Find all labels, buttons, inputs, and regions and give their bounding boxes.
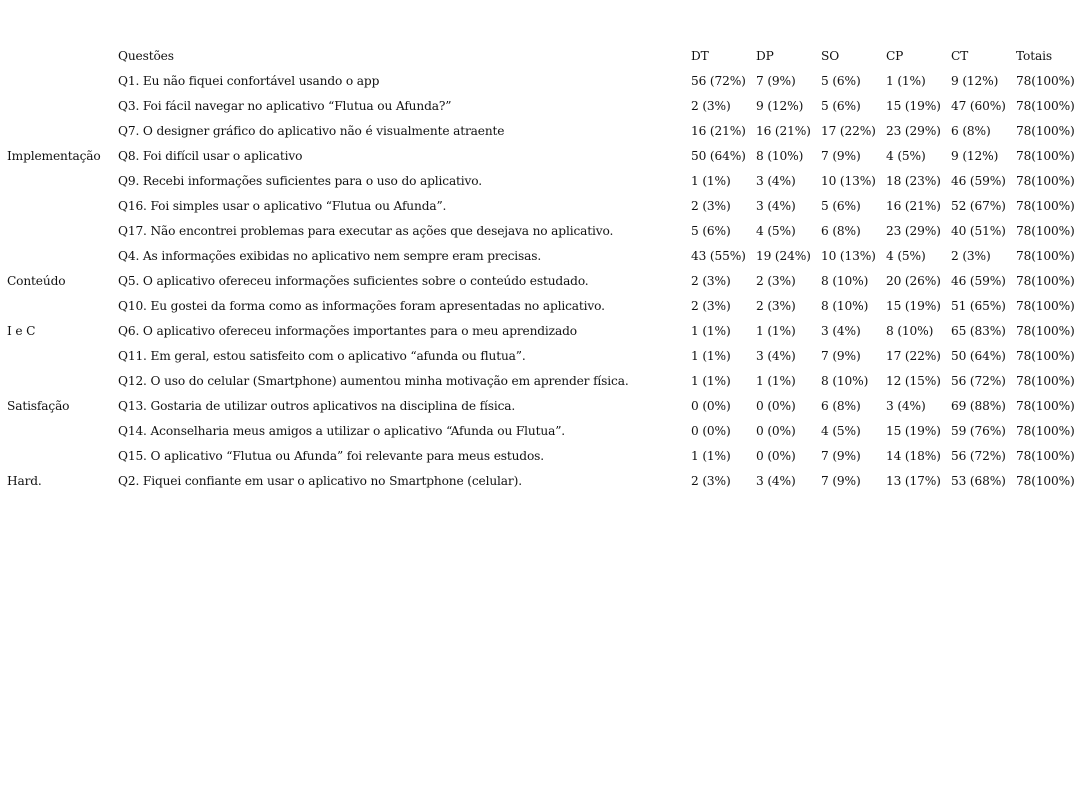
dp-cell: 4 (5%) xyxy=(756,223,796,238)
cp-cell: 23 (29%) xyxy=(886,123,941,138)
category-cell xyxy=(7,343,118,368)
category-cell xyxy=(7,68,118,93)
total-cell: 78(100%) xyxy=(1016,323,1075,338)
dp-cell: 16 (21%) xyxy=(756,123,811,138)
dt-cell: 43 (55%) xyxy=(691,248,746,263)
total-cell: 78(100%) xyxy=(1016,248,1075,263)
table-row xyxy=(7,143,1084,168)
so-cell: 3 (4%) xyxy=(821,323,861,338)
ct-cell: 53 (68%) xyxy=(951,473,1006,488)
cp-cell: 15 (19%) xyxy=(886,423,941,438)
header-dt: DT xyxy=(691,48,709,63)
category-cell xyxy=(7,368,118,393)
cp-cell: 16 (21%) xyxy=(886,198,941,213)
question-cell: Q5. O aplicativo ofereceu informações suficientes sobre o conteúdo estudado. xyxy=(118,273,589,288)
table-row xyxy=(7,68,1084,93)
table-row xyxy=(7,193,1084,218)
cp-cell: 8 (10%) xyxy=(886,323,934,338)
category-cell xyxy=(7,193,118,218)
question-cell: Q8. Foi difícil usar o aplicativo xyxy=(118,148,303,163)
question-cell: Q6. O aplicativo ofereceu informações importantes para o meu aprendizado xyxy=(118,323,577,338)
cp-cell: 20 (26%) xyxy=(886,273,941,288)
so-cell: 7 (9%) xyxy=(821,148,861,163)
so-cell: 17 (22%) xyxy=(821,123,876,138)
question-cell: Q2. Fiquei confiante em usar o aplicativo no Smartphone (celular). xyxy=(118,473,522,488)
header-cp: CP xyxy=(886,48,904,63)
ct-cell: 65 (83%) xyxy=(951,323,1006,338)
total-cell: 78(100%) xyxy=(1016,448,1075,463)
so-cell: 4 (5%) xyxy=(821,423,861,438)
header-row xyxy=(7,43,1084,68)
dt-cell: 50 (64%) xyxy=(691,148,746,163)
question-cell: Q16. Foi simples usar o aplicativo “Flutua ou Afunda”. xyxy=(118,198,447,213)
so-cell: 7 (9%) xyxy=(821,473,861,488)
ct-cell: 46 (59%) xyxy=(951,273,1006,288)
header-so: SO xyxy=(821,48,840,63)
dp-cell: 9 (12%) xyxy=(756,98,804,113)
dt-cell: 0 (0%) xyxy=(691,398,731,413)
table-row xyxy=(7,393,1084,418)
dt-cell: 2 (3%) xyxy=(691,98,731,113)
table-row xyxy=(7,418,1084,443)
cp-cell: 3 (4%) xyxy=(886,398,926,413)
so-cell: 10 (13%) xyxy=(821,248,876,263)
dt-cell: 1 (1%) xyxy=(691,323,731,338)
ct-cell: 6 (8%) xyxy=(951,123,991,138)
category-cell xyxy=(7,218,118,243)
table-row xyxy=(7,468,1084,493)
ct-cell: 56 (72%) xyxy=(951,373,1006,388)
dt-cell: 0 (0%) xyxy=(691,423,731,438)
header-question: Questões xyxy=(118,48,174,63)
ct-cell: 69 (88%) xyxy=(951,398,1006,413)
ct-cell: 59 (76%) xyxy=(951,423,1006,438)
category-cell xyxy=(7,293,118,318)
question-cell: Q15. O aplicativo “Flutua ou Afunda” foi relevante para meus estudos. xyxy=(118,448,544,463)
cp-cell: 4 (5%) xyxy=(886,148,926,163)
cp-cell: 23 (29%) xyxy=(886,223,941,238)
total-cell: 78(100%) xyxy=(1016,473,1075,488)
so-cell: 5 (6%) xyxy=(821,98,861,113)
total-cell: 78(100%) xyxy=(1016,298,1075,313)
total-cell: 78(100%) xyxy=(1016,273,1075,288)
category-cell xyxy=(7,93,118,118)
question-cell: Q9. Recebi informações suficientes para o uso do aplicativo. xyxy=(118,173,482,188)
ct-cell: 46 (59%) xyxy=(951,173,1006,188)
question-cell: Q17. Não encontrei problemas para executar as ações que desejava no aplicativo. xyxy=(118,223,614,238)
dt-cell: 2 (3%) xyxy=(691,198,731,213)
total-cell: 78(100%) xyxy=(1016,173,1075,188)
question-cell: Q3. Foi fácil navegar no aplicativo “Flutua ou Afunda?” xyxy=(118,98,452,113)
category-cell: I e C xyxy=(7,323,36,338)
so-cell: 5 (6%) xyxy=(821,73,861,88)
ct-cell: 52 (67%) xyxy=(951,198,1006,213)
table-row xyxy=(7,343,1084,368)
so-cell: 7 (9%) xyxy=(821,348,861,363)
dt-cell: 16 (21%) xyxy=(691,123,746,138)
cp-cell: 12 (15%) xyxy=(886,373,941,388)
dp-cell: 0 (0%) xyxy=(756,398,796,413)
survey-results-sheet xyxy=(7,43,1084,493)
cp-cell: 17 (22%) xyxy=(886,348,941,363)
table-row xyxy=(7,93,1084,118)
total-cell: 78(100%) xyxy=(1016,198,1075,213)
ct-cell: 51 (65%) xyxy=(951,298,1006,313)
so-cell: 6 (8%) xyxy=(821,398,861,413)
dt-cell: 1 (1%) xyxy=(691,373,731,388)
category-cell: Implementação xyxy=(7,148,101,163)
cp-cell: 1 (1%) xyxy=(886,73,926,88)
so-cell: 7 (9%) xyxy=(821,448,861,463)
dt-cell: 1 (1%) xyxy=(691,448,731,463)
category-cell: Conteúdo xyxy=(7,273,66,288)
header-category-cell xyxy=(7,43,118,68)
dp-cell: 3 (4%) xyxy=(756,173,796,188)
ct-cell: 9 (12%) xyxy=(951,148,999,163)
total-cell: 78(100%) xyxy=(1016,348,1075,363)
dp-cell: 19 (24%) xyxy=(756,248,811,263)
table-row xyxy=(7,293,1084,318)
ct-cell: 40 (51%) xyxy=(951,223,1006,238)
question-cell: Q4. As informações exibidas no aplicativo nem sempre eram precisas. xyxy=(118,248,542,263)
header-ct: CT xyxy=(951,48,969,63)
total-cell: 78(100%) xyxy=(1016,148,1075,163)
total-cell: 78(100%) xyxy=(1016,398,1075,413)
dp-cell: 8 (10%) xyxy=(756,148,804,163)
so-cell: 8 (10%) xyxy=(821,273,869,288)
category-cell: Hard. xyxy=(7,473,42,488)
ct-cell: 2 (3%) xyxy=(951,248,991,263)
so-cell: 5 (6%) xyxy=(821,198,861,213)
dt-cell: 2 (3%) xyxy=(691,473,731,488)
dp-cell: 0 (0%) xyxy=(756,448,796,463)
dt-cell: 2 (3%) xyxy=(691,298,731,313)
table-row xyxy=(7,318,1084,343)
so-cell: 6 (8%) xyxy=(821,223,861,238)
question-cell: Q11. Em geral, estou satisfeito com o aplicativo “afunda ou flutua”. xyxy=(118,348,526,363)
total-cell: 78(100%) xyxy=(1016,373,1075,388)
table-body xyxy=(7,68,1084,493)
table-row xyxy=(7,118,1084,143)
dt-cell: 1 (1%) xyxy=(691,348,731,363)
table-row xyxy=(7,368,1084,393)
header-totais: Totais xyxy=(1016,48,1052,63)
table-row xyxy=(7,218,1084,243)
dp-cell: 3 (4%) xyxy=(756,473,796,488)
table-row xyxy=(7,243,1084,268)
cp-cell: 15 (19%) xyxy=(886,98,941,113)
ct-cell: 47 (60%) xyxy=(951,98,1006,113)
dp-cell: 7 (9%) xyxy=(756,73,796,88)
total-cell: 78(100%) xyxy=(1016,98,1075,113)
ct-cell: 50 (64%) xyxy=(951,348,1006,363)
table-row xyxy=(7,168,1084,193)
dt-cell: 5 (6%) xyxy=(691,223,731,238)
total-cell: 78(100%) xyxy=(1016,73,1075,88)
so-cell: 8 (10%) xyxy=(821,298,869,313)
dp-cell: 3 (4%) xyxy=(756,348,796,363)
question-cell: Q10. Eu gostei da forma como as informações foram apresentadas no aplicativo. xyxy=(118,298,605,313)
question-cell: Q1. Eu não fiquei confortável usando o app xyxy=(118,73,380,88)
table-row xyxy=(7,268,1084,293)
cp-cell: 18 (23%) xyxy=(886,173,941,188)
total-cell: 78(100%) xyxy=(1016,123,1075,138)
question-cell: Q12. O uso do celular (Smartphone) aumentou minha motivação em aprender física. xyxy=(118,373,629,388)
dt-cell: 1 (1%) xyxy=(691,173,731,188)
category-cell xyxy=(7,118,118,143)
dt-cell: 56 (72%) xyxy=(691,73,746,88)
dp-cell: 3 (4%) xyxy=(756,198,796,213)
question-cell: Q13. Gostaria de utilizar outros aplicativos na disciplina de física. xyxy=(118,398,516,413)
dp-cell: 1 (1%) xyxy=(756,373,796,388)
question-cell: Q7. O designer gráfico do aplicativo não é visualmente atraente xyxy=(118,123,505,138)
total-cell: 78(100%) xyxy=(1016,423,1075,438)
dp-cell: 1 (1%) xyxy=(756,323,796,338)
cp-cell: 15 (19%) xyxy=(886,298,941,313)
cp-cell: 13 (17%) xyxy=(886,473,941,488)
survey-results-table xyxy=(7,43,1084,493)
dp-cell: 2 (3%) xyxy=(756,298,796,313)
total-cell: 78(100%) xyxy=(1016,223,1075,238)
category-cell xyxy=(7,443,118,468)
ct-cell: 9 (12%) xyxy=(951,73,999,88)
cp-cell: 14 (18%) xyxy=(886,448,941,463)
question-cell: Q14. Aconselharia meus amigos a utilizar o aplicativo “Afunda ou Flutua”. xyxy=(118,423,565,438)
cp-cell: 4 (5%) xyxy=(886,248,926,263)
dp-cell: 2 (3%) xyxy=(756,273,796,288)
category-cell xyxy=(7,243,118,268)
so-cell: 10 (13%) xyxy=(821,173,876,188)
so-cell: 8 (10%) xyxy=(821,373,869,388)
category-cell: Satisfação xyxy=(7,398,70,413)
category-cell xyxy=(7,418,118,443)
dp-cell: 0 (0%) xyxy=(756,423,796,438)
header-dp: DP xyxy=(756,48,774,63)
category-cell xyxy=(7,168,118,193)
dt-cell: 2 (3%) xyxy=(691,273,731,288)
ct-cell: 56 (72%) xyxy=(951,448,1006,463)
table-row xyxy=(7,443,1084,468)
